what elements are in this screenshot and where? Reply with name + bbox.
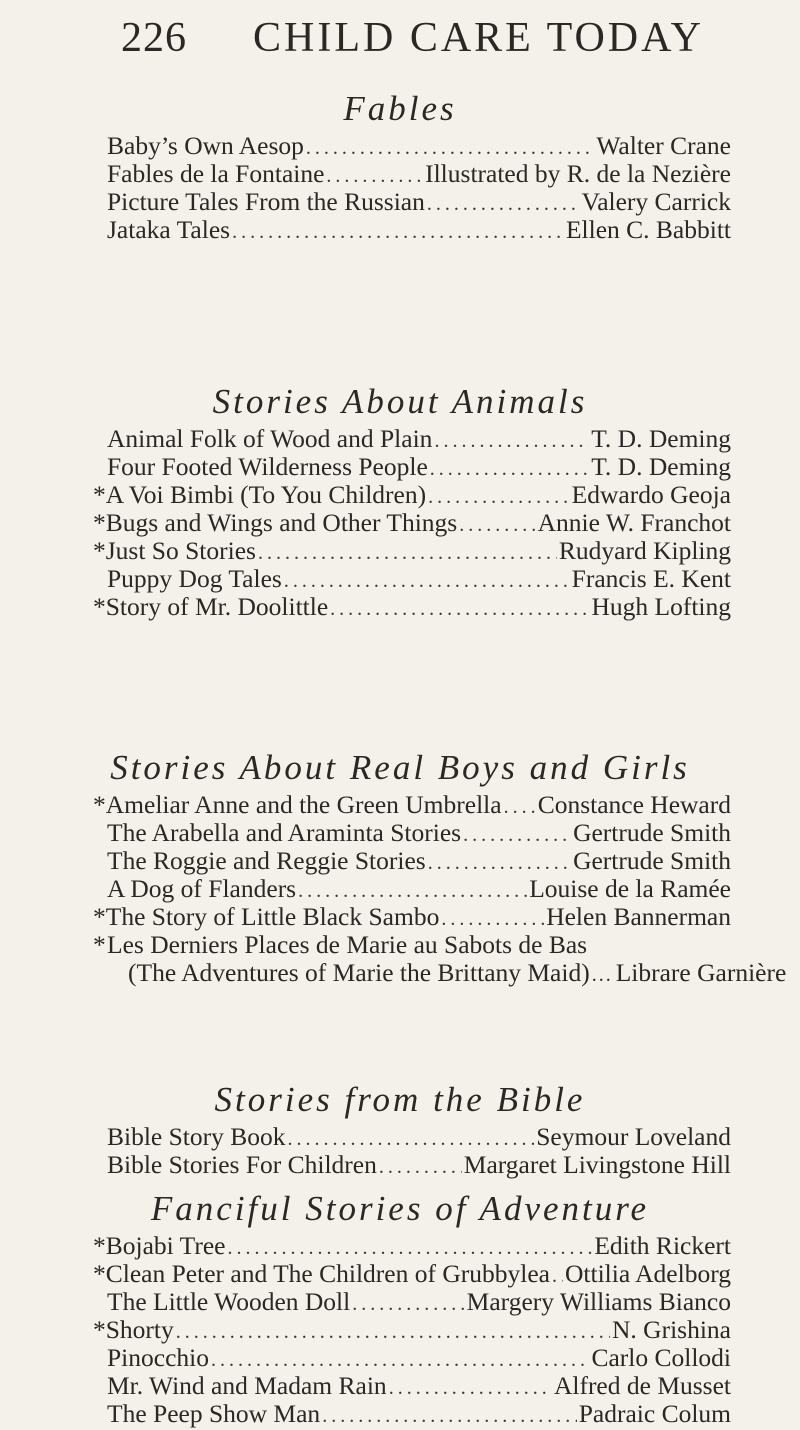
leader-dots (326, 162, 423, 190)
entry-title: A Dog of Flanders (107, 874, 297, 903)
entry-author: Hugh Lofting (591, 592, 731, 621)
entry-title: Four Footed Wilderness People (107, 452, 428, 481)
list-item (0, 453, 800, 481)
recommended-star: * (93, 930, 106, 959)
leader-dots (288, 1125, 535, 1153)
list-item (0, 188, 800, 216)
entry-author: Margery Williams Bianco (466, 1287, 731, 1316)
leader-dots (428, 849, 571, 877)
section-real-boys-girls (0, 745, 800, 987)
entry-title: Mr. Wind and Madam Rain (107, 1371, 387, 1400)
entry-title: Puppy Dog Tales (107, 564, 282, 593)
entry-title: Picture Tales From the Russian (107, 187, 425, 216)
section-fables (0, 86, 800, 244)
entry-author: Edwardo Geoja (571, 480, 731, 509)
leader-dots (428, 483, 570, 511)
section-title: Stories from the Bible (214, 1080, 586, 1119)
running-head: CHILD CARE TODAY (253, 15, 704, 61)
entry-author: Ottilia Adelborg (565, 1259, 731, 1288)
section-bible (0, 1077, 800, 1179)
leader-dots (427, 190, 580, 218)
entry-title: Les Derniers Places de Marie au Sabots de Bas (107, 930, 588, 959)
leader-dots (227, 1234, 592, 1262)
entry-title: The Roggie and Reggie Stories (107, 846, 426, 875)
entry-title: The Peep Show Man (107, 1399, 321, 1428)
list-item (0, 819, 800, 847)
list-item (0, 1372, 800, 1400)
entry-title: Bible Story Book (107, 1122, 286, 1151)
entry-title: The Story of Little Black Sambo (105, 902, 440, 931)
entry-author: Louise de la Ramée (529, 874, 731, 903)
list-item (0, 931, 800, 959)
recommended-star: * (93, 508, 106, 537)
list-item (0, 565, 800, 593)
entry-author: Annie W. Franchot (537, 508, 731, 537)
list-item (0, 791, 800, 819)
entry-author: Valery Carrick (581, 187, 731, 216)
recommended-star: * (93, 536, 106, 565)
leader-dots (232, 218, 564, 246)
leader-dots (298, 877, 527, 905)
recommended-star: * (93, 592, 106, 621)
entry-title: A Voi Bimbi (To You Children) (105, 480, 427, 509)
list-item-continuation (0, 959, 800, 987)
entry-title: Fables de la Fontaine (107, 159, 325, 188)
list-item (0, 1123, 800, 1151)
entry-author: Constance Heward (537, 790, 731, 819)
entry-title: The Little Wooden Doll (107, 1287, 351, 1316)
list-item (0, 216, 800, 244)
entry-author: Illustrated by R. de la Nezière (425, 159, 731, 188)
entry-author: Carlo Collodi (591, 1343, 731, 1372)
entry-author: Seymour Loveland (536, 1122, 731, 1151)
entry-author: Rudyard Kipling (558, 536, 731, 565)
recommended-star: * (93, 1259, 106, 1288)
entry-title: Clean Peter and The Children of Grubbylea (105, 1259, 550, 1288)
list-item (0, 847, 800, 875)
entry-author: T. D. Deming (591, 424, 731, 453)
leader-dots (306, 134, 594, 162)
recommended-star: * (93, 902, 106, 931)
leader-dots (322, 1402, 577, 1430)
section-title: Fables (343, 89, 457, 128)
recommended-star: * (93, 1315, 106, 1344)
leader-dots (258, 539, 557, 567)
entry-title: Story of Mr. Doolittle (105, 592, 329, 621)
list-item (0, 509, 800, 537)
list-item (0, 1344, 800, 1372)
entry-title: (The Adventures of Marie the Brittany Maid) (128, 958, 590, 987)
entry-author: N. Grishina (612, 1315, 731, 1344)
entry-title: Bojabi Tree (105, 1231, 226, 1260)
entry-author: Walter Crane (596, 131, 731, 160)
section-title: Stories About Real Boys and Girls (110, 748, 690, 787)
entry-title: Jataka Tales (107, 215, 231, 244)
recommended-star: * (93, 1231, 106, 1260)
entry-author: Edith Rickert (594, 1231, 731, 1260)
entry-author: Alfred de Musset (553, 1371, 731, 1400)
leader-dots (379, 1153, 462, 1181)
list-item (0, 1400, 800, 1428)
recommended-star: * (93, 790, 106, 819)
list-item (0, 875, 800, 903)
list-item (0, 1260, 800, 1288)
leader-dots (211, 1346, 589, 1374)
leader-dots (176, 1318, 610, 1346)
entry-title: Bugs and Wings and Other Things (105, 508, 458, 537)
entry-author: Francis E. Kent (571, 564, 731, 593)
list-item (0, 593, 800, 621)
page-number: 226 (121, 15, 187, 61)
list-item (0, 537, 800, 565)
page-header (0, 10, 800, 60)
entry-title: Baby’s Own Aesop (107, 131, 304, 160)
list-item (0, 481, 800, 509)
list-item (0, 1232, 800, 1260)
section-fanciful (0, 1186, 800, 1428)
leader-dots (284, 567, 570, 595)
leader-dots (459, 511, 535, 539)
entry-author: Padraic Colum (578, 1399, 731, 1428)
leader-dots (330, 595, 589, 623)
leader-dots (352, 1290, 464, 1318)
entry-title: Bible Stories For Children (107, 1150, 377, 1179)
entry-author: Margaret Livingstone Hill (463, 1150, 731, 1179)
leader-dots (389, 1374, 552, 1402)
entry-author: Gertrude Smith (573, 818, 731, 847)
list-item (0, 1151, 800, 1179)
entry-title: The Arabella and Araminta Stories (107, 818, 462, 847)
leader-dots (592, 961, 614, 989)
entry-author: T. D. Deming (591, 452, 731, 481)
entry-title: Just So Stories (105, 536, 256, 565)
leader-dots (430, 455, 589, 483)
section-animals (0, 379, 800, 621)
list-item (0, 1288, 800, 1316)
leader-dots (463, 821, 571, 849)
leader-dots (504, 793, 536, 821)
recommended-star: * (93, 480, 106, 509)
leader-dots (552, 1262, 563, 1290)
entry-title: Ameliar Anne and the Green Umbrella (105, 790, 502, 819)
leader-dots (434, 427, 589, 455)
leader-dots (441, 905, 544, 933)
entry-title: Shorty (105, 1315, 174, 1344)
entry-author: Gertrude Smith (573, 846, 731, 875)
list-item (0, 425, 800, 453)
list-item (0, 1316, 800, 1344)
list-item (0, 903, 800, 931)
list-item (0, 132, 800, 160)
entry-title: Animal Folk of Wood and Plain (107, 424, 433, 453)
list-item (0, 160, 800, 188)
section-title: Fanciful Stories of Adventure (150, 1189, 650, 1228)
entry-author: Ellen C. Babbitt (565, 215, 731, 244)
entry-title: Pinocchio (107, 1343, 209, 1372)
entry-author: Librare Garnière (615, 958, 787, 987)
entry-author: Helen Bannerman (546, 902, 731, 931)
section-title: Stories About Animals (212, 382, 588, 421)
